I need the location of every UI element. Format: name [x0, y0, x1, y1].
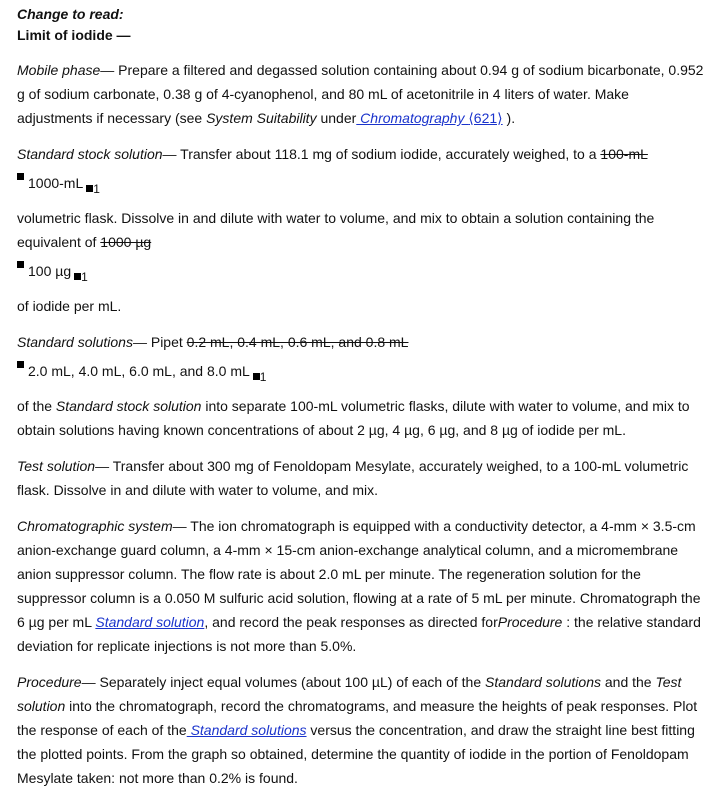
mobile-phase-label: Mobile phase— — [17, 62, 115, 78]
stock-solution-ref: Standard stock solution — [55, 398, 202, 414]
stock-solution-label: Standard stock solution— — [17, 146, 177, 162]
chromatographic-system-label: Chromatographic system— — [17, 518, 187, 534]
standard-solutions-link[interactable]: Standard solutions — [186, 722, 307, 738]
procedure-paragraph: Procedure— Separately inject equal volumes (about 100 µL) of each of the Standard solutions and the Test solution into the chromatograph, record the chromatograms, and measure the heights of peak responses. Plot the response of each of the Standard solutions versus the concentration, and draw the straight line best fitting the plotted points. From the graph so obtained, determine the quantity of iodide in the portion of Fenoldopam Mesylate taken: not more than 0.2% is found. — [17, 674, 698, 786]
deleted-text: 100-mL — [600, 146, 648, 162]
deleted-text: 1000 µg — [100, 234, 152, 250]
chromatographic-system-paragraph: Chromatographic system— The ion chromatograph is equipped with a conductivity detector, a 4-mm × 3.5-cm anion-exchange guard column, a 4-mm × 15-cm anion-exchange analytical column, and a micromembrane anion suppressor column. The flow rate is about 2.0 mL per minute. The regeneration solution for the suppressor column is a 0.050 M sulfuric acid solution, flowing at a rate of 5 mL per minute. Chromatograph the 6 µg per mL Standard solution, and record the peak responses as directed forProcedure : the relative standard deviation for replicate injections is not more than 5.0%. — [17, 518, 701, 654]
standard-solutions-label: Standard solutions— — [17, 334, 147, 350]
change-note: Change to read: — [17, 6, 124, 22]
test-solution-paragraph: Test solution— Transfer about 300 mg of Fenoldopam Mesylate, accurately weighed, to a 100-mL volumetric flask. Dissolve in and dilute with water to volume, and mix. — [17, 458, 689, 498]
inserted-text: 100 µg 1 — [17, 260, 707, 288]
chromatography-link[interactable]: Chromatography ⟨621⟩ — [356, 110, 503, 126]
stock-solution-paragraph: Standard stock solution— Transfer about 118.1 mg of sodium iodide, accurately weighed, to a 100-mL 1000-mL 1 volumetric flask. Dissolve in and dilute with water to volume, and mix to obtain a solution containing the equivalent of 1000 µg 100 µg 1 of iodide per mL. — [17, 142, 707, 318]
system-suitability-ref: System Suitability — [206, 110, 317, 126]
revision-start-mark-icon — [17, 173, 24, 180]
procedure-label: Procedure— — [17, 674, 96, 690]
test-solution-ref: Test solution — [17, 674, 682, 714]
test-solution-label: Test solution— — [17, 458, 110, 474]
standard-solutions-paragraph: Standard solutions— Pipet 0.2 mL, 0.4 mL, 0.6 mL, and 0.8 mL 2.0 mL, 4.0 mL, 6.0 mL, and 8.0 mL 1 of the Standard stock solution into separate 100-mL volumetric flasks, dilute with water to volume, and mix to obtain solutions having known concentrations of about 2 µg, 4 µg, 6 µg, and 8 µg of iodide per mL. — [17, 330, 707, 442]
deleted-text: 0.2 mL, 0.4 mL, 0.6 mL, and 0.8 mL — [186, 334, 409, 350]
inserted-text: 1000-mL 1 — [17, 172, 707, 200]
revision-start-mark-icon — [17, 261, 24, 268]
procedure-ref: Procedure — [497, 614, 563, 630]
mobile-phase-paragraph: Mobile phase— Prepare a filtered and degassed solution containing about 0.94 g of sodium bicarbonate, 0.952 g of sodium carbonate, 0.38 g of 4-cyanophenol, and 80 mL of acetonitrile in 4 liters of water. Make adjustments if necessary (see System Suitability under Chromatography ⟨621⟩ ). — [17, 62, 704, 126]
inserted-text: 2.0 mL, 4.0 mL, 6.0 mL, and 8.0 mL 1 — [17, 360, 707, 388]
standard-solutions-ref: Standard solutions — [485, 674, 601, 690]
standard-solution-link[interactable]: Standard solution — [95, 614, 205, 630]
revision-end-mark-icon — [253, 373, 260, 380]
revision-start-mark-icon — [17, 361, 24, 368]
section-title: Limit of iodide — — [17, 27, 131, 43]
